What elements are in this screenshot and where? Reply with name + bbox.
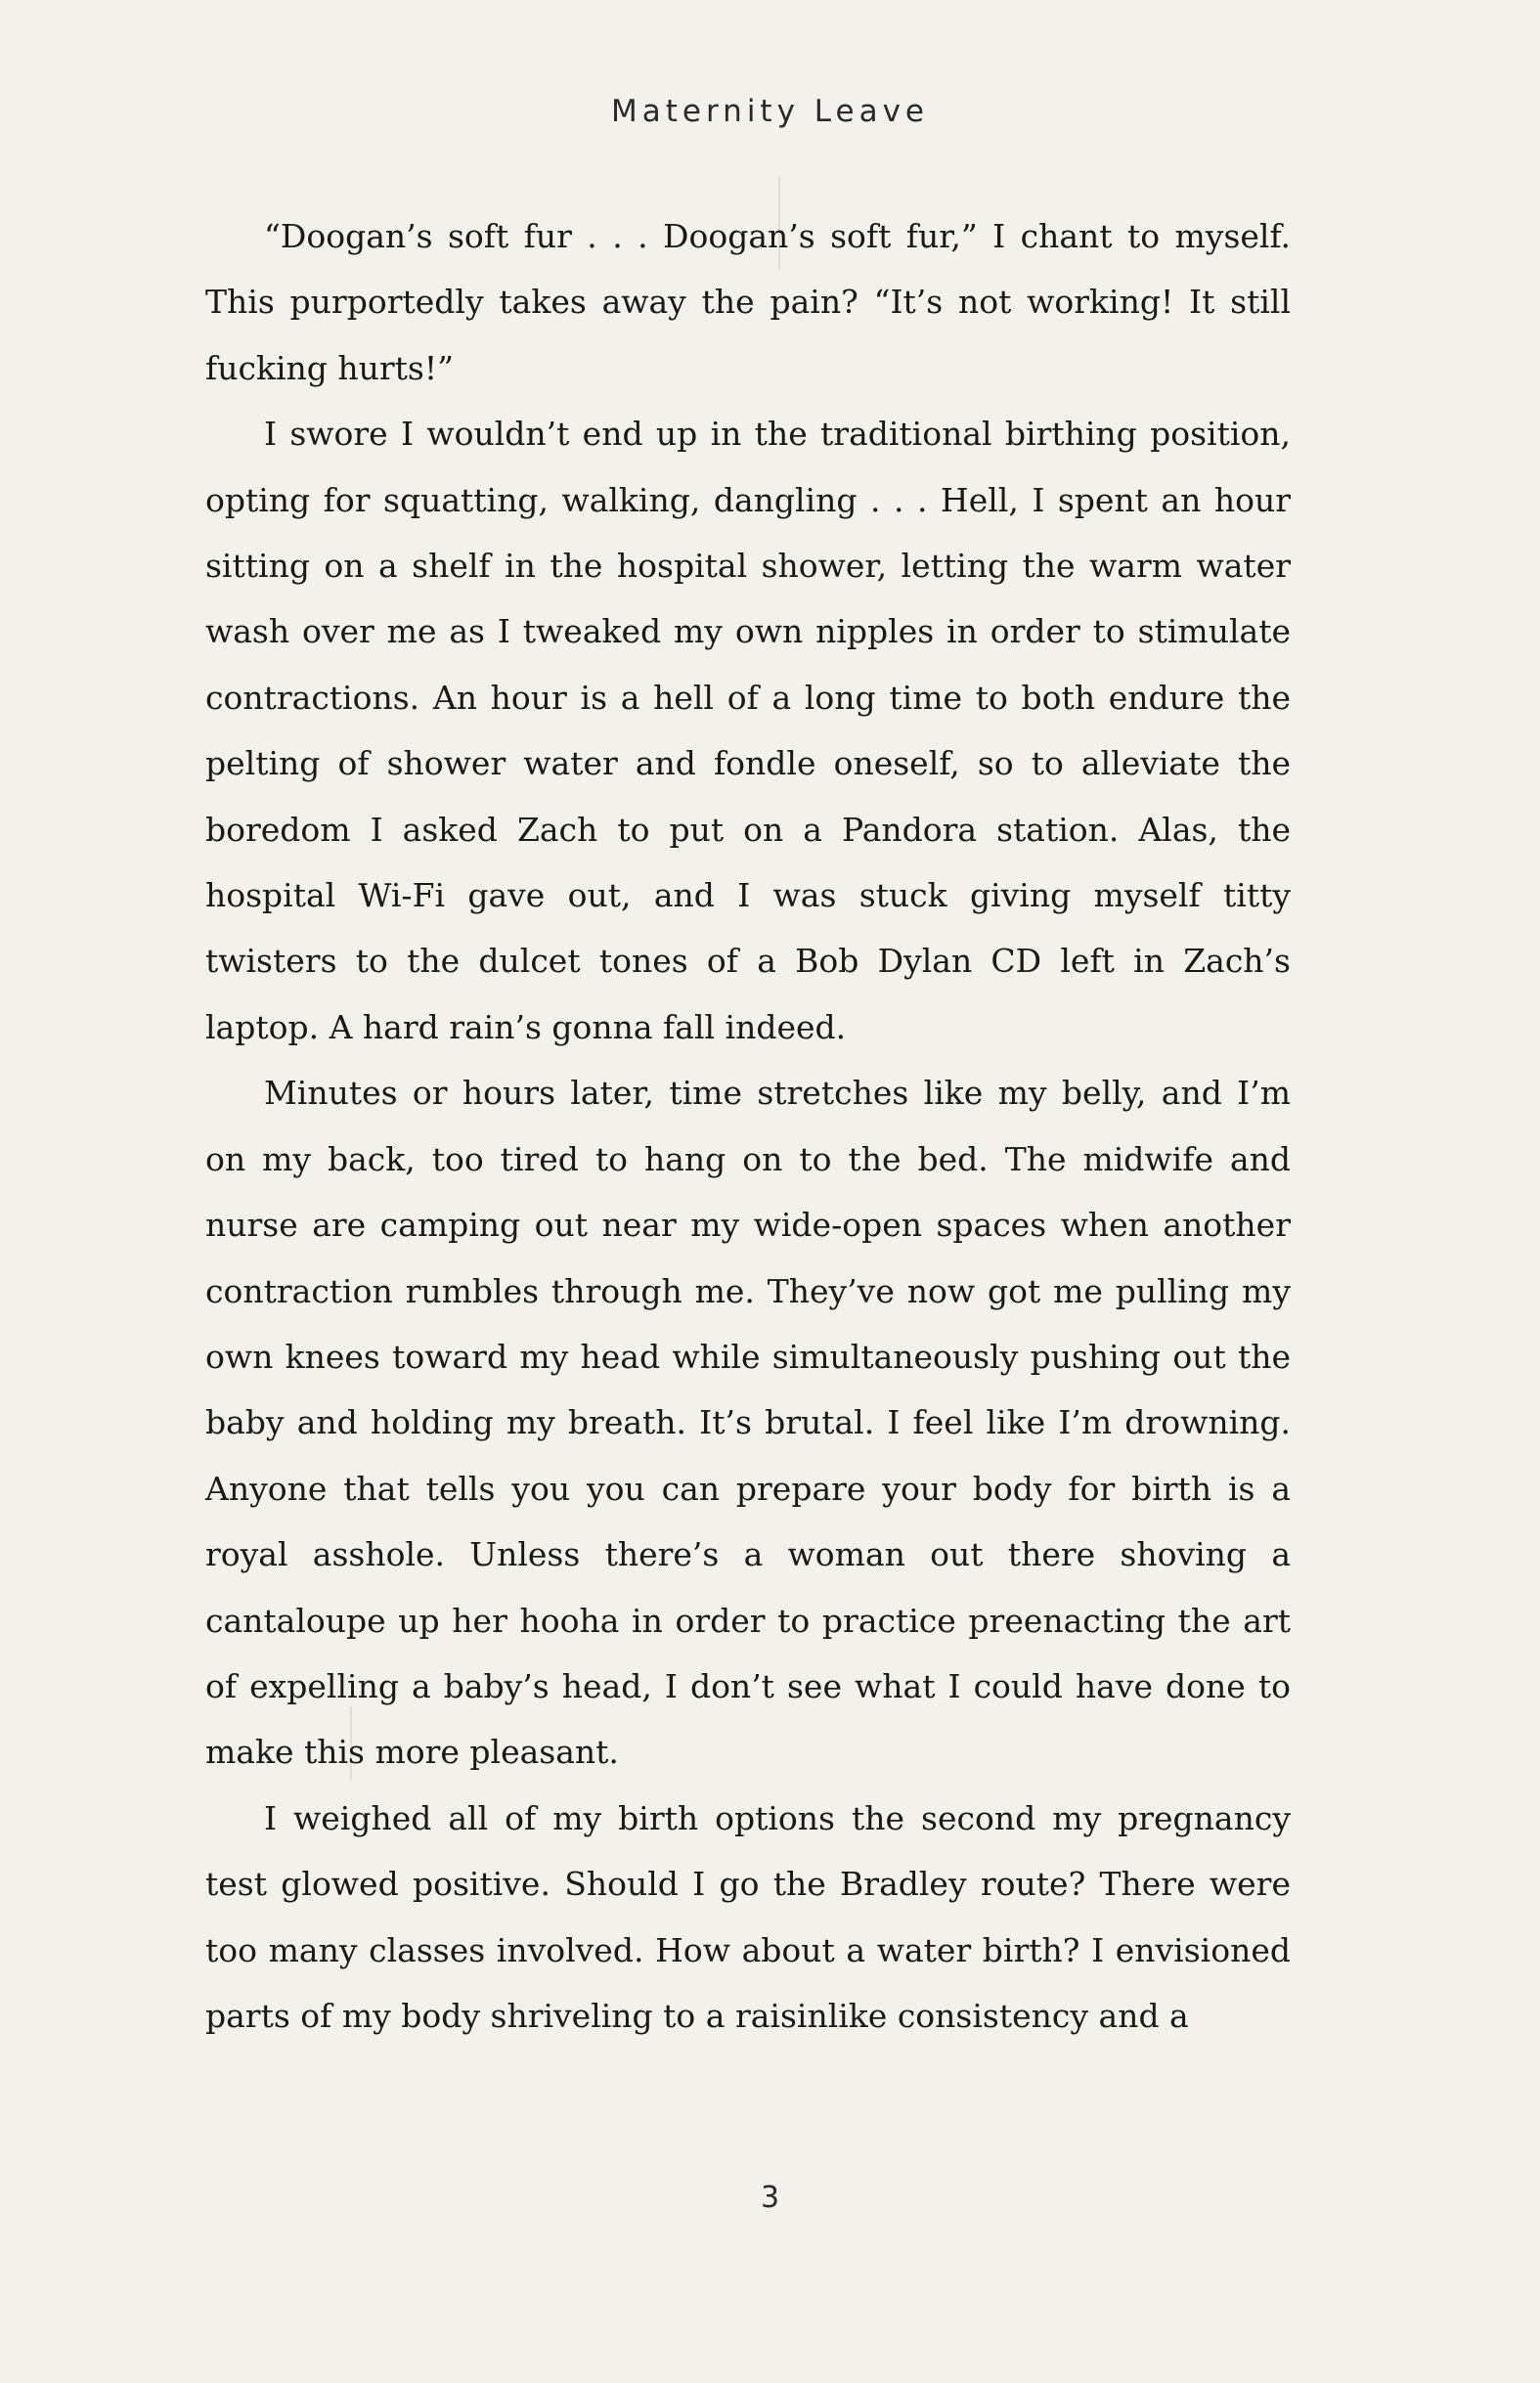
paragraph-1: “Doogan’s soft fur . . . Doogan’s soft fur,” I chant to myself. This purportedly takes away the pain? “It’s not working! It still fucking hurts!”	[205, 217, 1291, 387]
page-number: 3	[760, 2181, 780, 2215]
paragraph-3: Minutes or hours later, time stretches like my belly, and I’m on my back, too tired to hang on to the bed. The midwife and nurse are camping out near my wide-open spaces when another contraction rumbles through me. They’ve now got me pulling my own knees toward my head while simultaneously pushing out the baby and holding my breath. It’s brutal. I feel like I’m drowning. Anyone that tells you you can prepare your body for birth is a royal asshole. Unless there’s a woman out there shoving a cantaloupe up her hooha in order to practice preenacting the art of expelling a baby’s head, I don’t see what I could have done to make this more pleasant.	[205, 1074, 1291, 1772]
paragraph-4: I weighed all of my birth options the second my pregnancy test glowed positive. Should I go the Bradley route? There were too many classes involved. How about a water birth? I envisioned parts of my body shriveling to a raisinlike consistency and a	[205, 1798, 1291, 2035]
paragraph-2: I swore I wouldn’t end up in the traditional birthing position, opting for squatting, walking, dangling . . . Hell, I spent an hour sitting on a shelf in the hospital shower, letting the warm water wash over me as I tweaked my own nipples in order to stimulate contractions. An hour is a hell of a long time to both endure the pelting of shower water and fondle oneself, so to alleviate the boredom I asked Zach to put on a Pandora station. Alas, the hospital Wi-Fi gave out, and I was stuck giving myself titty twisters to the dulcet tones of a Bob Dylan CD left in Zach’s laptop. A hard rain’s gonna fall indeed.	[205, 415, 1291, 1046]
running-head: Maternity Leave	[611, 94, 929, 129]
body-text	[205, 203, 1291, 2049]
